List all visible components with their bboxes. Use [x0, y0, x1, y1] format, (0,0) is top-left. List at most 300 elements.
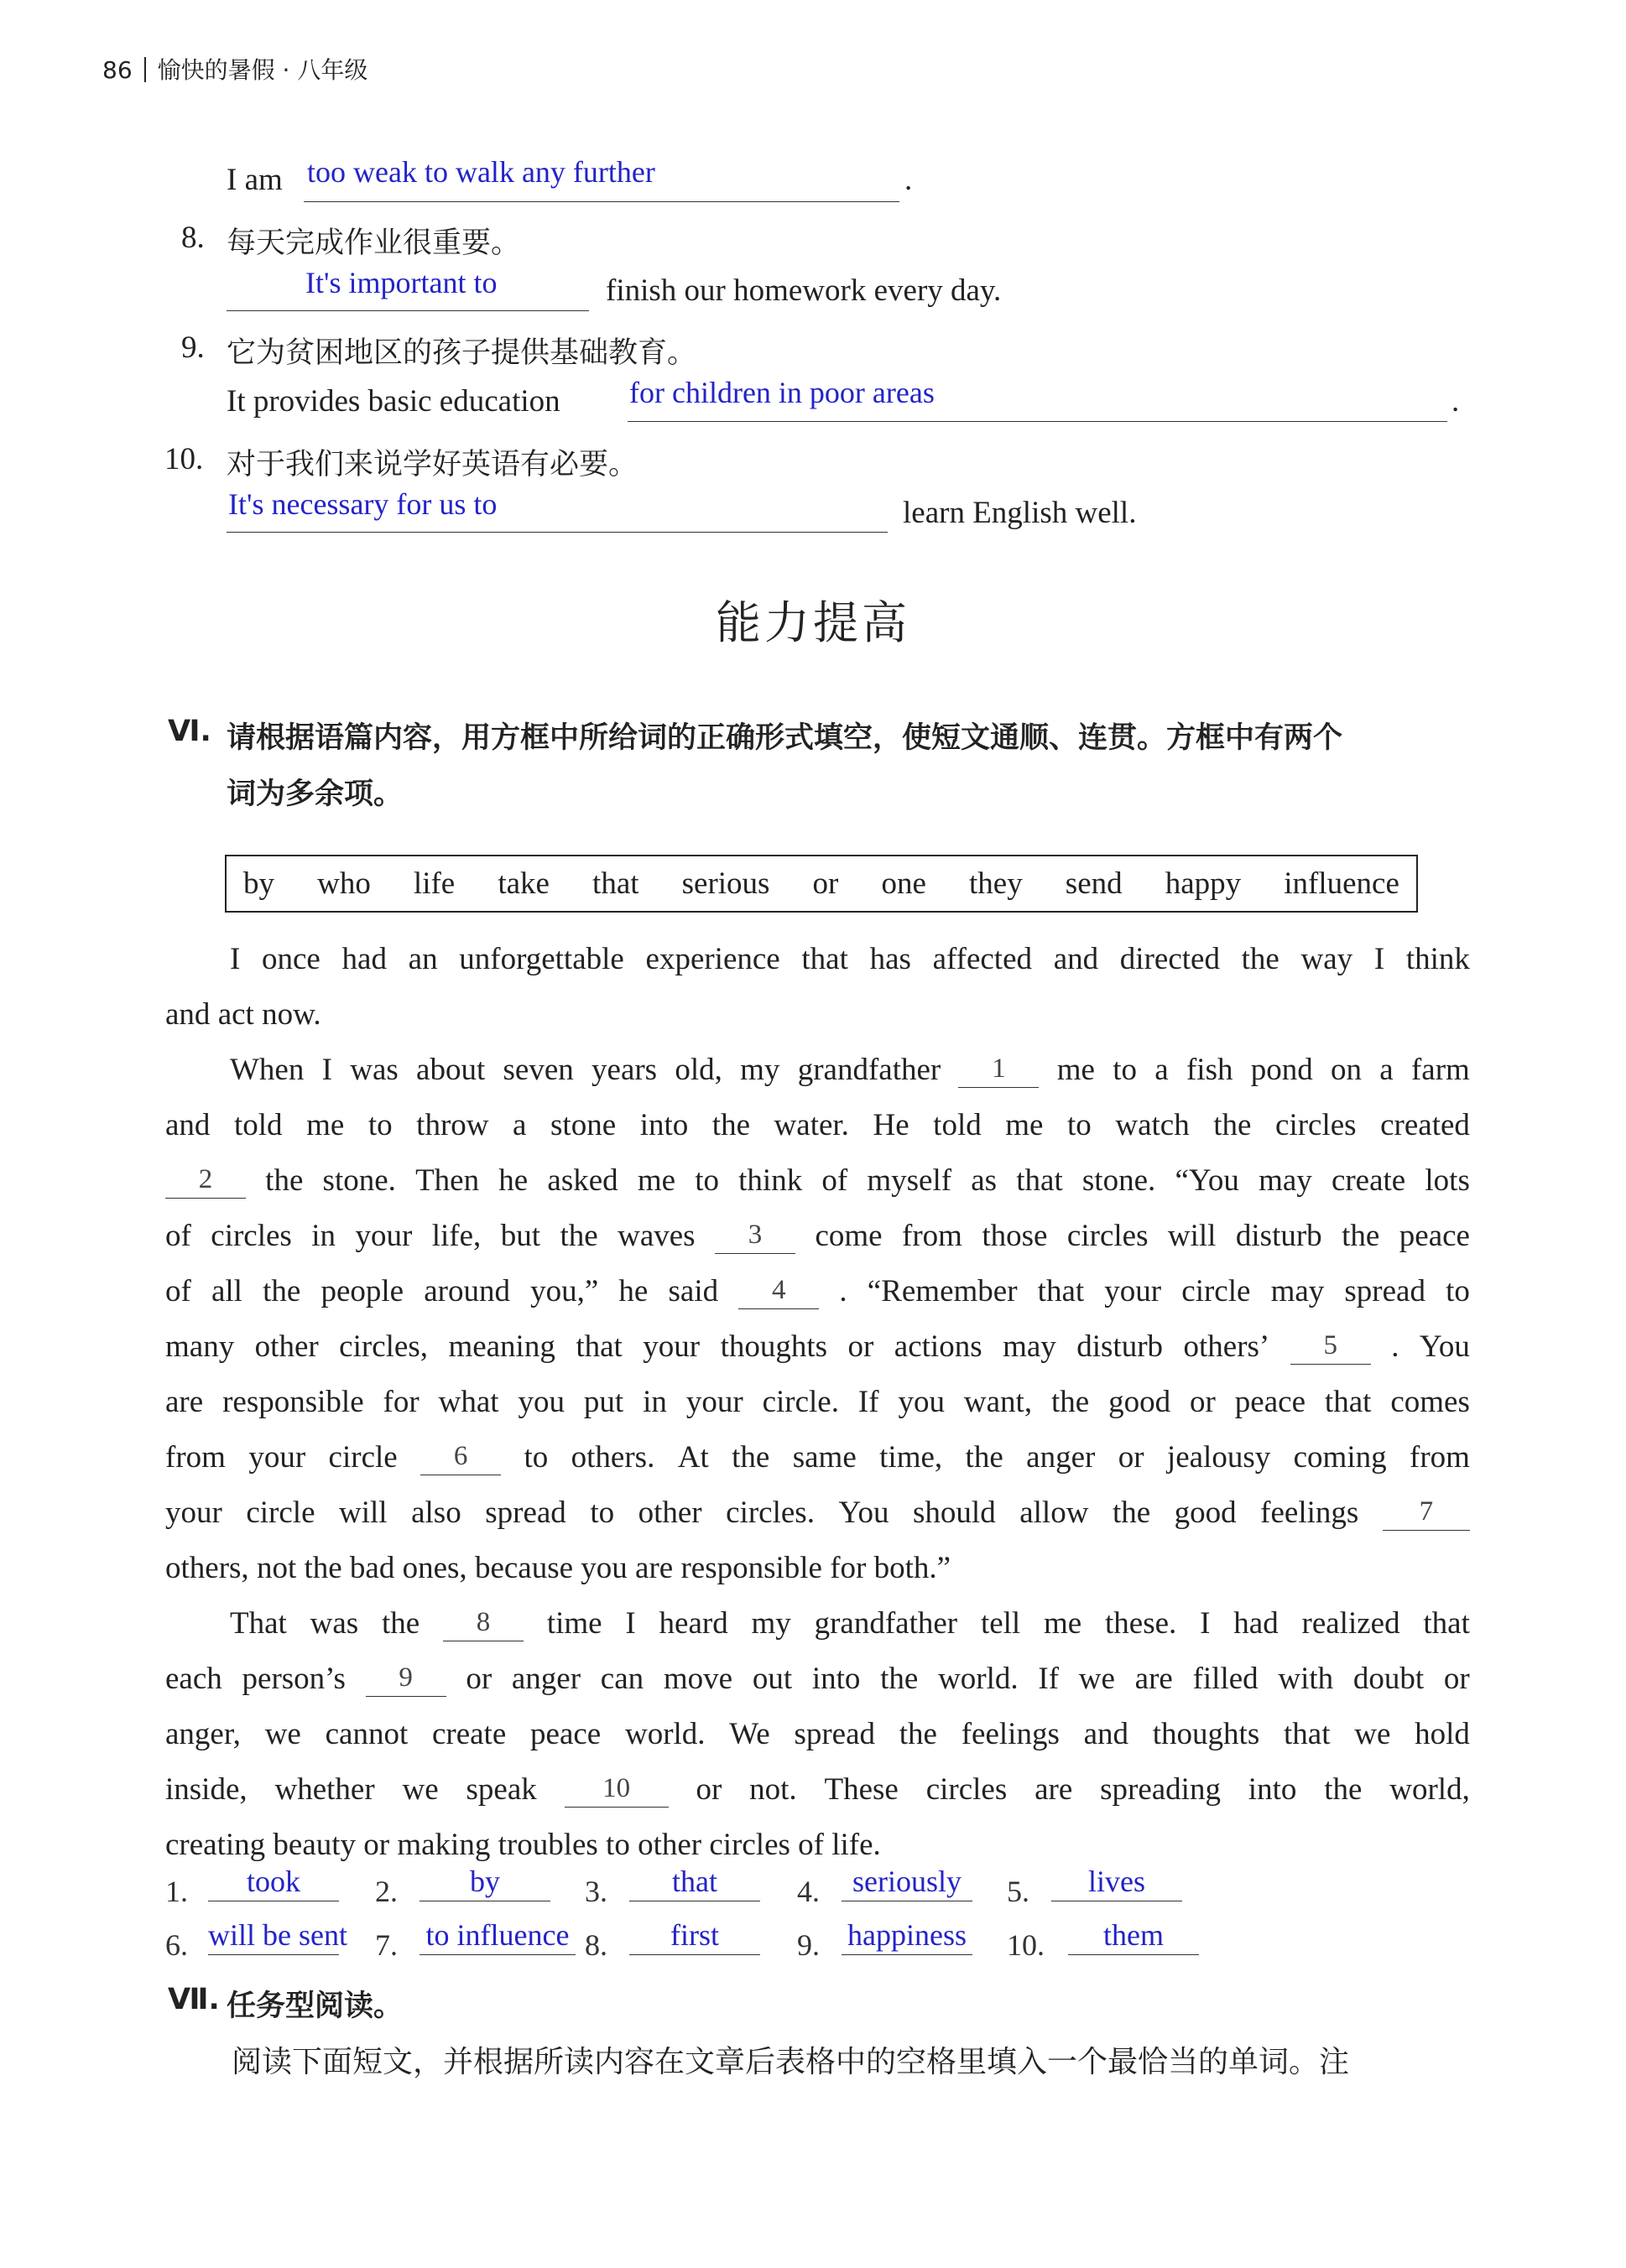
answer-value[interactable]: them	[1068, 1917, 1199, 1955]
answer-item	[585, 1927, 607, 1963]
passage-word: responsible	[222, 1385, 364, 1419]
blank-6[interactable]: 6	[420, 1439, 501, 1475]
passage-word: your	[165, 1496, 222, 1530]
translation-9-blank[interactable]	[628, 421, 1447, 422]
header-divider	[144, 57, 146, 82]
passage-word: your	[1104, 1274, 1162, 1308]
answer-field	[842, 1917, 972, 1955]
answer-number: 4.	[797, 1875, 820, 1908]
passage-word: spreading	[1100, 1772, 1221, 1807]
answer-number: 6.	[165, 1928, 188, 1962]
blank-2[interactable]: 2	[165, 1163, 246, 1199]
passage-word: and	[1083, 1717, 1129, 1751]
passage-word: disturb	[1235, 1219, 1322, 1253]
translation-9-prefix: It provides basic education	[227, 384, 560, 419]
answer-value[interactable]: took	[208, 1864, 339, 1901]
passage-word: meaning	[448, 1329, 555, 1364]
book-title: 愉快的暑假 · 八年级	[157, 56, 368, 84]
passage-word: anger	[511, 1662, 581, 1696]
passage-word: realized	[1301, 1606, 1400, 1641]
passage-word: the	[263, 1274, 301, 1308]
passage-word: I	[1373, 942, 1385, 976]
passage-word: into	[811, 1662, 861, 1696]
passage-word: move	[663, 1662, 733, 1696]
passage-word: your	[685, 1385, 743, 1419]
passage-word: circle	[246, 1496, 315, 1530]
answer-item	[585, 1874, 607, 1909]
passage-word: water.	[774, 1108, 849, 1142]
passage-word: others.	[571, 1440, 655, 1475]
passage-word: are	[1034, 1772, 1073, 1807]
passage-word: now.	[262, 997, 321, 1032]
passage-word: the	[1324, 1772, 1363, 1807]
passage-word: both.”	[873, 1551, 951, 1585]
section-title: 能力提高	[716, 596, 910, 649]
word-bank-item: happy	[1165, 866, 1242, 901]
passage-word: stone.	[322, 1163, 396, 1198]
passage-word: beauty	[273, 1828, 357, 1862]
passage-word: feelings	[1260, 1496, 1359, 1530]
passage-word: may	[1259, 1163, 1312, 1198]
passage-word: Then	[415, 1163, 480, 1198]
passage-word: the	[1213, 1108, 1252, 1142]
passage-word: once	[262, 942, 321, 976]
word-bank-item: they	[969, 866, 1023, 901]
passage-word: myself	[867, 1163, 952, 1198]
passage-word: we	[1078, 1662, 1115, 1696]
task6-label: Ⅵ.	[168, 715, 211, 748]
blank-9[interactable]: 9	[366, 1661, 446, 1697]
passage-word: the	[899, 1717, 937, 1751]
passage-line	[230, 941, 1470, 977]
passage-word: grandfather	[797, 1053, 941, 1087]
answer-field	[420, 1864, 550, 1901]
passage-word: my	[751, 1606, 791, 1641]
word-bank-item: or	[812, 866, 839, 901]
passage-word: we	[1354, 1717, 1391, 1751]
passage-word: the	[732, 1440, 770, 1475]
answer-value[interactable]: will be sent	[208, 1917, 339, 1955]
passage-word: in	[643, 1385, 667, 1419]
passage-word: to	[1446, 1274, 1470, 1308]
answer-item	[1007, 1874, 1029, 1909]
passage-word: create	[1331, 1163, 1406, 1198]
passage-word: these.	[1105, 1606, 1177, 1641]
blank-8[interactable]: 8	[443, 1605, 524, 1641]
passage-word: life.	[831, 1828, 881, 1862]
passage-word: are	[1134, 1662, 1173, 1696]
passage-word: of	[165, 1274, 191, 1308]
answer-number: 5.	[1007, 1875, 1029, 1908]
passage-word: many	[165, 1329, 235, 1364]
passage-word: will	[1167, 1219, 1217, 1253]
passage-word: the	[1051, 1385, 1090, 1419]
passage-word: the	[711, 1108, 750, 1142]
passage-word: other	[638, 1496, 702, 1530]
answer-field	[208, 1864, 339, 1901]
passage-word: speak	[466, 1772, 537, 1807]
passage-word: about	[416, 1053, 486, 1087]
answer-field	[1068, 1917, 1199, 1955]
passage-word: of	[821, 1163, 848, 1198]
passage-word: and	[165, 997, 211, 1032]
passage-word: told	[233, 1108, 283, 1142]
passage-word: making	[397, 1828, 491, 1862]
passage-word: He	[873, 1108, 909, 1142]
passage-word: cannot	[325, 1717, 409, 1751]
translation-7-blank[interactable]	[304, 201, 899, 202]
passage-line	[165, 996, 321, 1033]
blank-3[interactable]: 3	[715, 1218, 795, 1254]
passage-word: actions	[894, 1329, 982, 1364]
passage-word: experience	[645, 942, 780, 976]
passage-word: that	[1284, 1717, 1331, 1751]
passage-word: had	[341, 942, 387, 976]
passage-word: When	[230, 1053, 305, 1087]
passage-word: in	[311, 1219, 336, 1253]
word-bank-item: take	[498, 866, 550, 901]
passage-word: world.	[624, 1717, 706, 1751]
passage-word: said	[668, 1274, 719, 1308]
answer-field	[1051, 1864, 1182, 1901]
passage-word: he	[618, 1274, 649, 1308]
passage-line	[165, 1495, 1470, 1531]
passage-word: not	[256, 1551, 297, 1585]
passage-word: your	[643, 1329, 701, 1364]
passage-word: to	[695, 1163, 719, 1198]
task7-instruction: 阅读下面短文，并根据所读内容在文章后表格中的空格里填入一个最恰当的单词。注	[232, 2045, 1350, 2079]
passage-word: created	[1380, 1108, 1470, 1142]
passage-line	[165, 1439, 1470, 1475]
passage-word: me	[1044, 1606, 1082, 1641]
word-bank-item: influence	[1284, 866, 1399, 901]
passage-line	[165, 1107, 1470, 1143]
passage-word: You	[1419, 1329, 1470, 1364]
passage-word: circles.	[726, 1496, 815, 1530]
passage-word: also	[411, 1496, 461, 1530]
passage-word: doubt	[1352, 1662, 1425, 1696]
answer-item	[165, 1927, 188, 1963]
translation-10-suffix: learn English well.	[903, 496, 1137, 530]
translation-10-blank[interactable]	[227, 532, 888, 533]
passage-word: we	[264, 1717, 301, 1751]
passage-line	[165, 1329, 1470, 1365]
passage-word: good	[1108, 1385, 1171, 1419]
passage-word: feelings	[961, 1717, 1060, 1751]
passage-word: circle	[328, 1440, 398, 1475]
translation-9-answer: for children in poor areas	[629, 376, 935, 409]
passage-word: a	[1379, 1053, 1394, 1087]
blank-5[interactable]: 5	[1290, 1329, 1371, 1365]
passage-word: These	[824, 1772, 899, 1807]
passage-line	[230, 1605, 1470, 1641]
passage-word: me	[637, 1163, 676, 1198]
blank-1[interactable]: 1	[958, 1052, 1039, 1088]
passage-word: from	[902, 1219, 962, 1253]
passage-word: lots	[1425, 1163, 1470, 1198]
passage-word: I	[625, 1606, 636, 1641]
passage-word: unforgettable	[459, 942, 624, 976]
blank-4[interactable]: 4	[738, 1273, 819, 1309]
passage-word: the	[1112, 1496, 1151, 1530]
passage-word: pond	[1250, 1053, 1313, 1087]
answer-value[interactable]: lives	[1051, 1864, 1182, 1901]
passage-word: thoughts	[1152, 1717, 1260, 1751]
passage-word: was	[350, 1053, 399, 1087]
passage-word: farm	[1410, 1053, 1470, 1087]
passage-word: jealousy	[1166, 1440, 1271, 1475]
passage-word: peace	[530, 1717, 602, 1751]
passage-word: think	[1405, 942, 1470, 976]
answer-number: 8.	[585, 1928, 607, 1962]
passage-line	[165, 1384, 1470, 1420]
answer-number: 7.	[375, 1928, 398, 1962]
passage-word: from	[165, 1440, 226, 1475]
word-bank-item: who	[317, 866, 371, 901]
passage-word: anger	[1026, 1440, 1096, 1475]
passage-word: out	[752, 1662, 793, 1696]
passage-word: life,	[431, 1219, 482, 1253]
answer-item	[797, 1874, 820, 1909]
passage-word: comes	[1390, 1385, 1470, 1419]
passage-word: the	[304, 1551, 342, 1585]
passage-word: a	[1154, 1053, 1169, 1087]
passage-word: good	[1174, 1496, 1237, 1530]
passage-word: I	[230, 942, 241, 976]
passage-word: that	[1016, 1163, 1063, 1198]
passage-word: each	[165, 1662, 222, 1696]
passage-word: you	[581, 1551, 628, 1585]
translation-9-number: 9.	[181, 330, 205, 365]
word-bank-item: one	[881, 866, 926, 901]
passage-word: circles,	[339, 1329, 428, 1364]
task7-title: 任务型阅读。	[227, 1990, 404, 2023]
passage-word: disturb	[1076, 1329, 1164, 1364]
answer-number: 9.	[797, 1928, 820, 1962]
passage-word: not.	[749, 1772, 797, 1807]
passage-word: the	[381, 1606, 420, 1641]
passage-word: At	[677, 1440, 709, 1475]
passage-word: I	[1200, 1606, 1211, 1641]
passage-word: whether	[274, 1772, 375, 1807]
passage-line	[165, 1827, 881, 1863]
passage-word: spread	[794, 1717, 876, 1751]
passage-word: you	[898, 1385, 945, 1419]
passage-word: my	[740, 1053, 780, 1087]
passage-word: those	[982, 1219, 1048, 1253]
passage-word: with	[1278, 1662, 1334, 1696]
answer-number: 2.	[375, 1875, 398, 1908]
passage-word: but	[500, 1219, 541, 1253]
passage-word: other	[638, 1828, 702, 1862]
translation-7-suffix: .	[904, 163, 913, 197]
passage-word: watch	[1115, 1108, 1190, 1142]
answer-number: 3.	[585, 1875, 607, 1908]
answer-number: 10.	[1007, 1928, 1045, 1962]
passage-line	[165, 1661, 1470, 1697]
task6-instruction-line1: 请根据语篇内容，用方框中所给词的正确形式填空，使短文通顺、连贯。方框中有两个	[227, 721, 1343, 755]
answer-field	[842, 1864, 972, 1901]
passage-word: directed	[1119, 942, 1220, 976]
translation-8-number: 8.	[181, 221, 205, 255]
answer-item	[1007, 1927, 1045, 1963]
passage-word: years	[592, 1053, 658, 1087]
passage-word: .	[839, 1274, 847, 1308]
passage-word: circle.	[762, 1385, 839, 1419]
passage-word: others,	[165, 1551, 249, 1585]
passage-word: or	[1190, 1385, 1216, 1419]
passage-word: the	[265, 1163, 304, 1198]
passage-line	[165, 1550, 951, 1586]
passage-word: other	[254, 1329, 319, 1364]
passage-word: come	[815, 1219, 883, 1253]
passage-word: told	[933, 1108, 982, 1142]
passage-word: and	[1053, 942, 1099, 976]
passage-word: or	[847, 1329, 874, 1364]
answer-item	[797, 1927, 820, 1963]
passage-word: to	[1067, 1108, 1092, 1142]
passage-word: circles	[211, 1219, 292, 1253]
passage-word: throw	[416, 1108, 489, 1142]
passage-word: people	[321, 1274, 404, 1308]
passage-word: you,”	[530, 1274, 599, 1308]
passage-word: into	[639, 1108, 689, 1142]
translation-10-answer: It's necessary for us to	[228, 487, 498, 521]
translation-7-answer: too weak to walk any further	[307, 155, 655, 189]
passage-word: “Remember	[867, 1274, 1018, 1308]
task7-label: Ⅶ.	[168, 1983, 220, 2016]
passage-word: and	[165, 1108, 211, 1142]
passage-word: .	[1391, 1329, 1399, 1364]
translation-10-chinese: 对于我们来说学好英语有必要。	[227, 448, 638, 481]
passage-line	[165, 1273, 1470, 1309]
passage-word: because	[474, 1551, 574, 1585]
passage-word: your	[248, 1440, 306, 1475]
word-bank-item: life	[413, 866, 456, 901]
passage-word: bad	[349, 1551, 395, 1585]
translation-8-chinese: 每天完成作业很重要。	[227, 226, 521, 260]
answer-value[interactable]: that	[629, 1864, 760, 1901]
answer-field	[208, 1917, 347, 1955]
passage-word: spread	[1344, 1274, 1425, 1308]
page-number: 86	[102, 56, 133, 84]
passage-word: we	[402, 1772, 439, 1807]
answer-value[interactable]: seriously	[842, 1864, 972, 1901]
passage-word: had	[1233, 1606, 1279, 1641]
answer-value[interactable]: by	[420, 1864, 550, 1901]
passage-word: time,	[879, 1440, 943, 1475]
passage-word: into	[1248, 1772, 1297, 1807]
passage-word: as	[971, 1163, 998, 1198]
passage-word: from	[1410, 1440, 1470, 1475]
answer-item	[165, 1874, 188, 1909]
passage-word: If	[1038, 1662, 1060, 1696]
translation-9-chinese: 它为贫困地区的孩子提供基础教育。	[227, 336, 697, 370]
passage-word: to	[606, 1828, 630, 1862]
passage-word: or	[696, 1772, 722, 1807]
passage-word: are	[635, 1551, 674, 1585]
translation-8-blank[interactable]	[227, 310, 589, 311]
passage-word: for	[383, 1385, 420, 1419]
answer-value[interactable]: first	[629, 1917, 760, 1955]
passage-word: may	[1270, 1274, 1325, 1308]
translation-8-answer: It's important to	[305, 266, 498, 299]
passage-word: all	[211, 1274, 242, 1308]
passage-word: he	[498, 1163, 529, 1198]
passage-word: me	[1056, 1053, 1095, 1087]
passage-word: tell	[980, 1606, 1021, 1641]
passage-word: that	[1037, 1274, 1085, 1308]
passage-word: think	[738, 1163, 803, 1198]
passage-word: that	[801, 942, 848, 976]
passage-word: thoughts	[720, 1329, 828, 1364]
passage-word: that	[576, 1329, 623, 1364]
passage-word: You	[838, 1496, 889, 1530]
passage-word: has	[869, 942, 911, 976]
answer-value[interactable]: to influence	[420, 1917, 576, 1955]
answer-number: 1.	[165, 1875, 188, 1908]
translation-10-number: 10.	[164, 442, 204, 476]
word-bank-item: by	[243, 866, 274, 901]
passage-word: of	[798, 1828, 824, 1862]
passage-word: stone	[550, 1108, 617, 1142]
passage-word: time	[546, 1606, 602, 1641]
passage-word: circle	[1181, 1274, 1251, 1308]
passage-word: world.	[938, 1662, 1019, 1696]
passage-word: hold	[1415, 1717, 1470, 1751]
passage-word: that	[1423, 1606, 1470, 1641]
passage-word: “You	[1175, 1163, 1239, 1198]
passage-word: want,	[963, 1385, 1033, 1419]
passage-word: a	[513, 1108, 527, 1142]
passage-word: around	[424, 1274, 510, 1308]
passage-word: If	[857, 1385, 879, 1419]
passage-word: was	[310, 1606, 359, 1641]
passage-word: to	[367, 1108, 393, 1142]
passage-word: act	[217, 997, 254, 1032]
passage-word: I	[321, 1053, 332, 1087]
passage-word: may	[1003, 1329, 1056, 1364]
passage-word: inside,	[165, 1772, 248, 1807]
passage-word: on	[1331, 1053, 1362, 1087]
passage-word: that	[1324, 1385, 1372, 1419]
passage-word: you	[518, 1385, 565, 1419]
answer-value[interactable]: happiness	[842, 1917, 972, 1955]
passage-word: me	[1005, 1108, 1044, 1142]
passage-word: asked	[547, 1163, 618, 1198]
passage-word: old,	[675, 1053, 722, 1087]
passage-word: me	[306, 1108, 345, 1142]
passage-word: spread	[485, 1496, 566, 1530]
passage-word: the	[880, 1662, 919, 1696]
blank-7[interactable]: 7	[1383, 1495, 1470, 1531]
passage-word: peace	[1234, 1385, 1305, 1419]
word-bank-box	[225, 855, 1418, 913]
passage-word: of	[165, 1219, 191, 1253]
answer-item	[375, 1874, 398, 1909]
passage-word: your	[355, 1219, 413, 1253]
passage-word: or	[363, 1828, 390, 1862]
passage-word: coming	[1293, 1440, 1387, 1475]
passage-line	[165, 1771, 1470, 1808]
blank-10[interactable]: 10	[565, 1771, 669, 1808]
passage-word: what	[438, 1385, 499, 1419]
passage-word: filled	[1192, 1662, 1259, 1696]
passage-word: person’s	[242, 1662, 346, 1696]
passage-word: fish	[1186, 1053, 1233, 1087]
passage-line	[165, 1716, 1470, 1752]
answer-field	[420, 1917, 576, 1955]
